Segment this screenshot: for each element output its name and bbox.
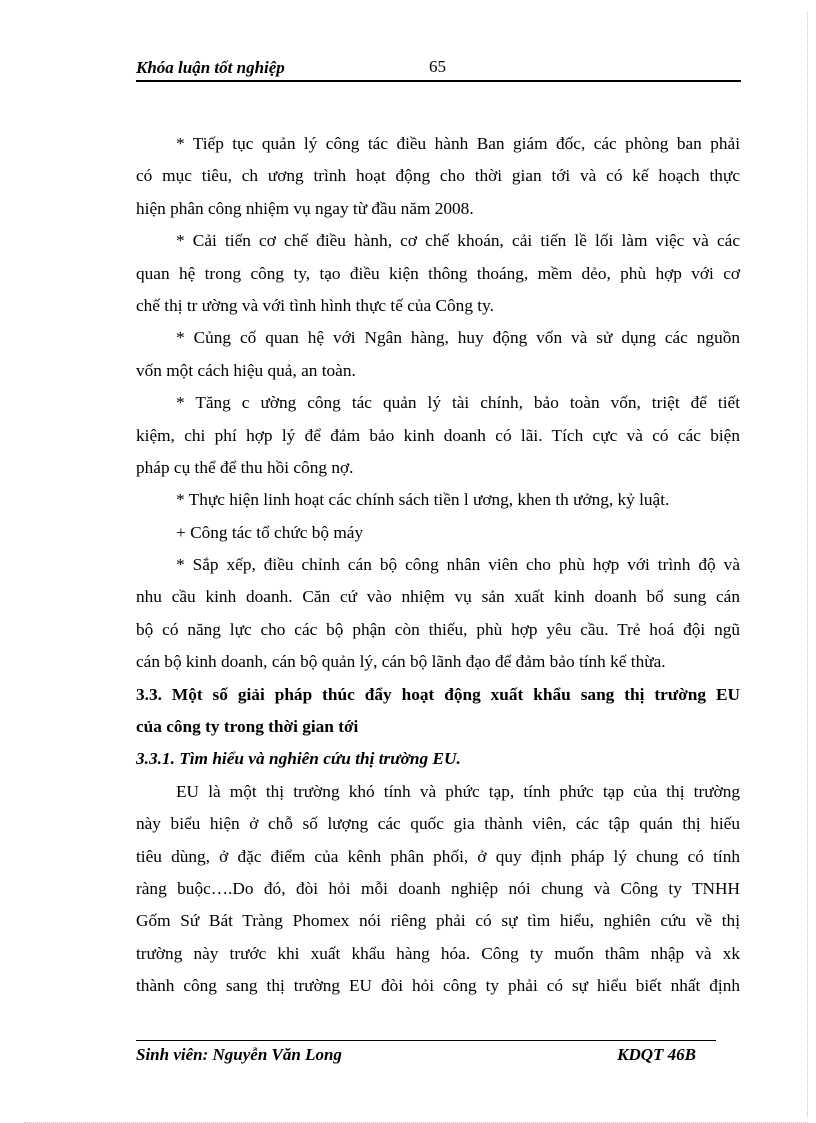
paragraph	[136, 322, 740, 387]
text-line: + Công tác tổ chức bộ máy	[176, 522, 364, 542]
heading-line: 3.3.1. Tìm hiểu và nghiên cứu thị trường EU.	[136, 749, 461, 769]
page-edge-right	[807, 12, 808, 1117]
paragraph	[136, 387, 740, 484]
document-body	[136, 128, 740, 1003]
text-line: * Cải tiến cơ chế điều hành, cơ chế khoán, cải tiến lề lối làm việc và các	[176, 231, 740, 251]
subsection-heading	[136, 743, 740, 775]
page-footer	[136, 1040, 716, 1064]
text-line: bộ có năng lực cho các bộ phận còn thiếu, phù hợp yêu cầu. Trẻ hoá đội ngũ	[136, 619, 740, 639]
text-line: * Tăng c ường công tác quản lý tài chính, bảo toàn vốn, triệt để tiết	[176, 393, 740, 413]
paragraph	[136, 128, 740, 225]
text-line: vốn một cách hiệu quả, an toàn.	[136, 360, 356, 380]
text-line: quan hệ trong công ty, tạo điều kiện thông thoáng, mềm dẻo, phù hợp với cơ	[136, 263, 740, 283]
paragraph	[136, 484, 740, 516]
student-name: Sinh viên: Nguyễn Văn Long	[136, 1045, 342, 1064]
text-line: có mục tiêu, ch ương trình hoạt động cho thời gian tới và có kế hoạch thực	[136, 166, 740, 186]
text-line: này biểu hiện ở chỗ số lượng các quốc gia thành viên, các tập quán thị hiếu	[136, 814, 740, 834]
text-line: thành công sang thị trường EU đòi hỏi công ty phải có sự hiểu biết nhất định	[136, 976, 740, 996]
text-line: ràng buộc….Do đó, đòi hỏi mỗi doanh nghiệp nói chung và Công ty TNHH	[136, 878, 740, 898]
paragraph	[136, 776, 740, 1003]
text-line: trường này trước khi xuất khẩu hàng hóa. Công ty muốn thâm nhập và xk	[136, 943, 740, 963]
text-line: cán bộ kinh doanh, cán bộ quản lý, cán bộ lãnh đạo để đảm bảo tính kế thừa.	[136, 652, 666, 672]
text-line: chế thị tr ường và với tình hình thực tế của Công ty.	[136, 295, 494, 315]
text-line: EU là một thị trường khó tính và phức tạp, tính phức tạp của thị trường	[176, 781, 740, 801]
text-line: Gốm Sứ Bát Tràng Phomex nói riêng phải có sự tìm hiểu, nghiên cứu về thị	[136, 911, 740, 931]
header-title: Khóa luận tốt nghiệp	[136, 58, 285, 77]
page-header	[136, 56, 741, 82]
text-line: * Thực hiện linh hoạt các chính sách tiền l ương, khen th ưởng, kỷ luật.	[176, 490, 670, 510]
text-line: * Củng cố quan hệ với Ngân hàng, huy động vốn và sử dụng các nguồn	[176, 328, 740, 348]
heading-line: 3.3. Một số giải pháp thúc đẩy hoạt động xuất khẩu sang thị trường EU	[136, 684, 740, 704]
text-line: kiệm, chi phí hợp lý để đảm bảo kinh doanh có lãi. Tích cực và có các biện	[136, 425, 740, 445]
paragraph	[136, 549, 740, 679]
paragraph	[136, 225, 740, 322]
section-heading	[136, 679, 740, 744]
class-code: KDQT 46B	[617, 1045, 696, 1064]
text-line: nhu cầu kinh doanh. Căn cứ vào nhiệm vụ sản xuất kinh doanh bổ sung cán	[136, 587, 740, 607]
page-number: 65	[429, 57, 446, 76]
text-line: pháp cụ thể để thu hồi công nợ.	[136, 457, 354, 477]
paragraph	[136, 517, 740, 549]
text-line: tiêu dùng, ở đặc điểm của kênh phân phối, ở quy định pháp lý chung có tính	[136, 846, 740, 866]
heading-line: của công ty trong thời gian tới	[136, 717, 359, 737]
text-line: hiện phân công nhiệm vụ ngay từ đầu năm 2008.	[136, 198, 474, 218]
text-line: * Sắp xếp, điều chỉnh cán bộ công nhân viên cho phù hợp với trình độ và	[176, 555, 740, 575]
text-line: * Tiếp tục quản lý công tác điều hành Ban giám đốc, các phòng ban phải	[176, 134, 740, 153]
